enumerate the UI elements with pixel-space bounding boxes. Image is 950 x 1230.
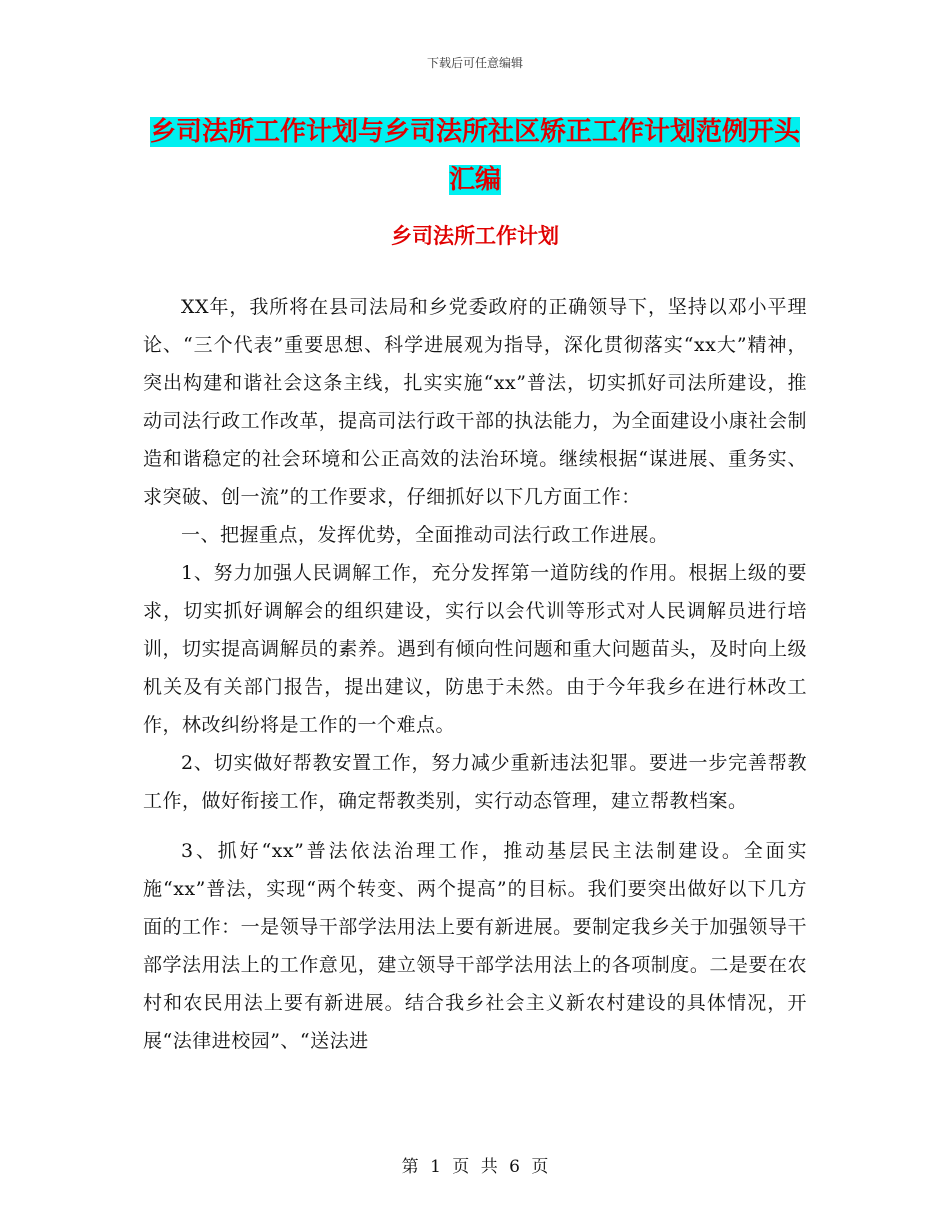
section-title: 乡司法所工作计划 xyxy=(391,224,559,248)
header-note: 下载后可任意编辑 xyxy=(426,56,523,70)
document-title xyxy=(150,108,800,204)
paragraph: 3、抓好“xx”普法依法治理工作，推动基层民主法制建设。全面实施“xx”普法，实现“两个转变、两个提高”的目标。我们要突出做好以下几方面的工作：一是领导干部学法用法上要有新进展。要制定我乡关于加强领导干部学法用法上的工作意见，建立领导干部学法用法上的各项制度。二是要在农村和农民用法上要有新进展。结合我乡社会主义新农村建设的具体情况，开展“法律进校园”、“送法进 xyxy=(143,840,807,1052)
document-title-text: 乡司法所工作计划与乡司法所社区矫正工作计划范例开头汇编 xyxy=(150,117,801,195)
document-body xyxy=(143,288,807,1060)
paragraph: 2、切实做好帮教安置工作，努力减少重新违法犯罪。要进一步完善帮教工作，做好衔接工作，确定帮教类别，实行动态管理，建立帮教档案。 xyxy=(143,752,807,812)
page-number: 第 1 页 共 6 页 xyxy=(401,1157,549,1177)
paragraph: 一、把握重点，发挥优势，全面推动司法行政工作进展。 xyxy=(181,524,669,546)
paragraph: XX年，我所将在县司法局和乡党委政府的正确领导下，坚持以邓小平理论、“三个代表”重要思想、科学进展观为指导，深化贯彻落实“xx大”精神，突出构建和谐社会这条主线，扎实实施“xx”普法，切实抓好司法所建设，推动司法行政工作改革，提高司法行政干部的执法能力，为全面建设小康社会制造和谐稳定的社会环境和公正高效的法治环境。继续根据“谋进展、重务实、求突破、创一流”的工作要求，仔细抓好以下几方面工作： xyxy=(143,296,807,508)
paragraph: 1、努力加强人民调解工作，充分发挥第一道防线的作用。根据上级的要求，切实抓好调解会的组织建设，实行以会代训等形式对人民调解员进行培训，切实提高调解员的素养。遇到有倾向性问题和重大问题苗头，及时向上级机关及有关部门报告，提出建议，防患于未然。由于今年我乡在进行林改工作，林改纠纷将是工作的一个难点。 xyxy=(143,562,807,736)
